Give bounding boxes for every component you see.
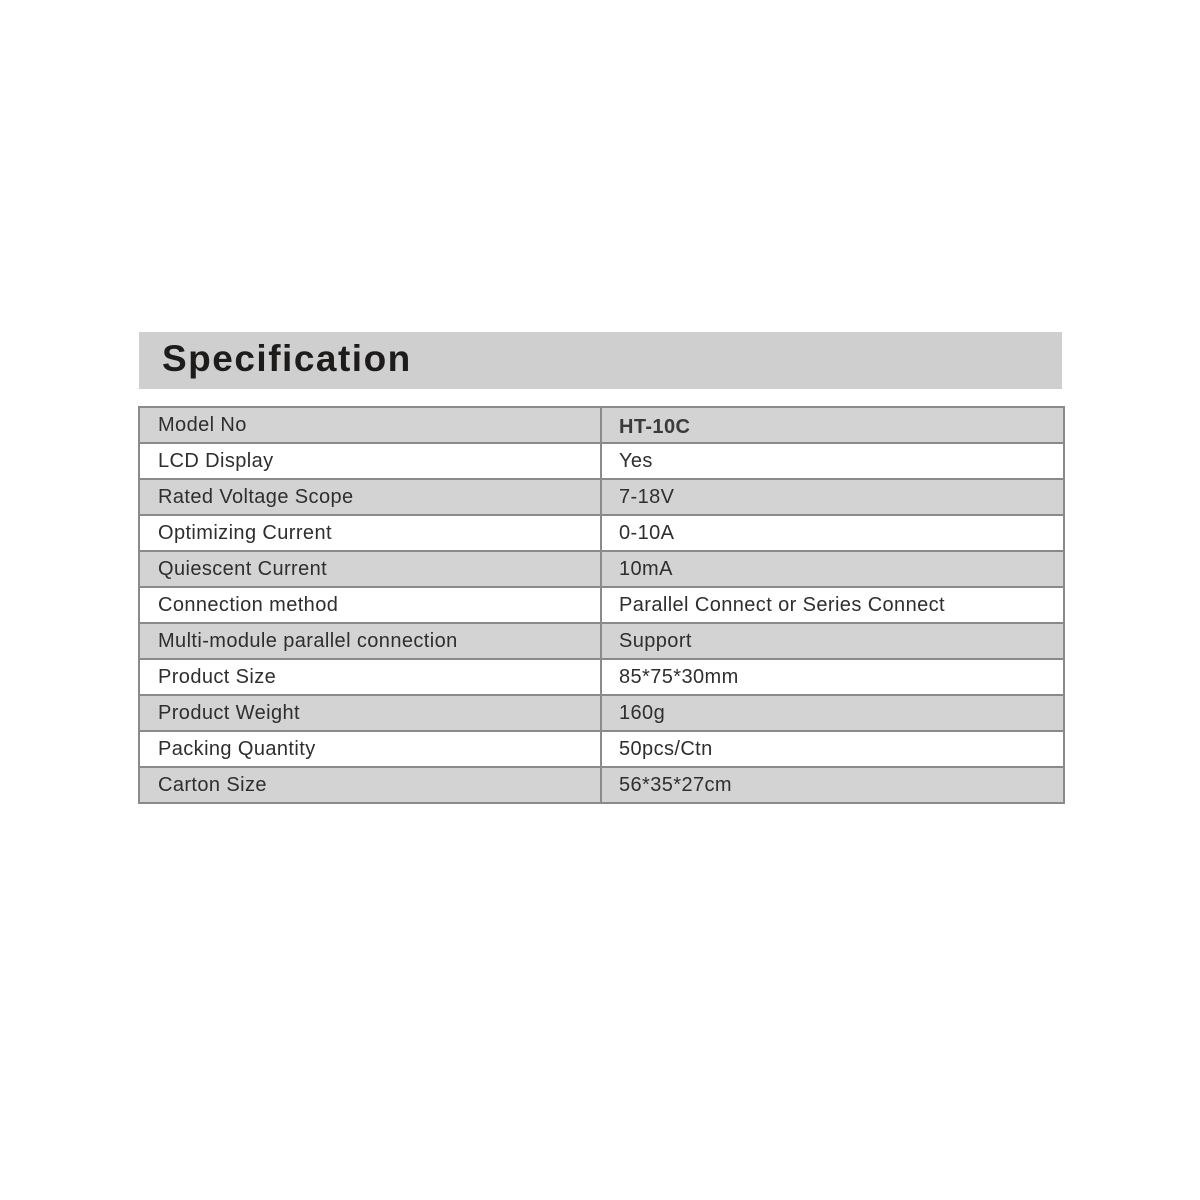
spec-value: Parallel Connect or Series Connect	[601, 587, 1064, 623]
spec-value: 160g	[601, 695, 1064, 731]
spec-value: HT-10C	[601, 407, 1064, 443]
spec-label: Rated Voltage Scope	[139, 479, 601, 515]
spec-value: 7-18V	[601, 479, 1064, 515]
page-title: Specification	[162, 338, 412, 379]
spec-row-optimizing-current	[139, 515, 1064, 551]
spec-label: Product Weight	[139, 695, 601, 731]
spec-row-product-size	[139, 659, 1064, 695]
spec-value: Support	[601, 623, 1064, 659]
spec-label: LCD Display	[139, 443, 601, 479]
spec-value: 85*75*30mm	[601, 659, 1064, 695]
spec-label: Carton Size	[139, 767, 601, 803]
spec-row-rated-voltage-scope	[139, 479, 1064, 515]
spec-row-connection-method	[139, 587, 1064, 623]
spec-label: Packing Quantity	[139, 731, 601, 767]
spec-row-packing-quantity	[139, 731, 1064, 767]
specification-table	[138, 406, 1065, 804]
spec-label: Product Size	[139, 659, 601, 695]
spec-row-carton-size	[139, 767, 1064, 803]
spec-label: Quiescent Current	[139, 551, 601, 587]
spec-label: Connection method	[139, 587, 601, 623]
spec-value: 56*35*27cm	[601, 767, 1064, 803]
spec-value: 0-10A	[601, 515, 1064, 551]
spec-label: Model No	[139, 407, 601, 443]
spec-row-model-no	[139, 407, 1064, 443]
spec-row-product-weight	[139, 695, 1064, 731]
spec-row-quiescent-current	[139, 551, 1064, 587]
spec-label: Multi-module parallel connection	[139, 623, 601, 659]
spec-row-multi-module-parallel	[139, 623, 1064, 659]
spec-value: 50pcs/Ctn	[601, 731, 1064, 767]
specification-header-bar	[139, 332, 1062, 389]
spec-value: Yes	[601, 443, 1064, 479]
spec-label: Optimizing Current	[139, 515, 601, 551]
spec-row-lcd-display	[139, 443, 1064, 479]
spec-value: 10mA	[601, 551, 1064, 587]
